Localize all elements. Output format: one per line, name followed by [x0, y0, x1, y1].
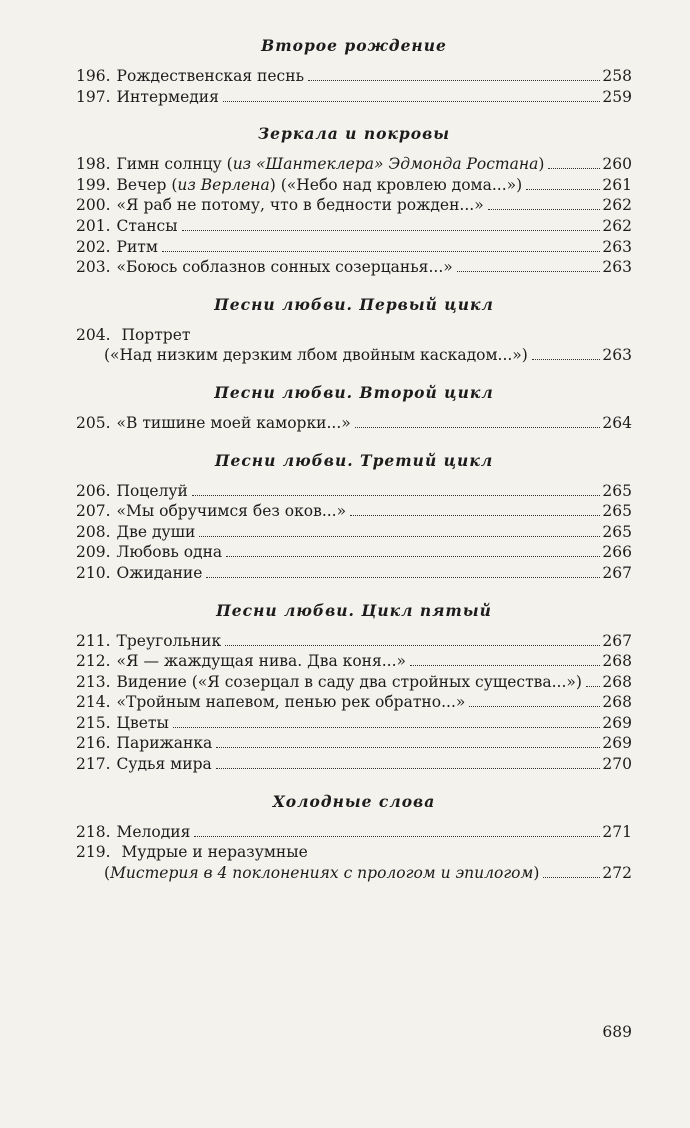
dot-leader — [226, 556, 600, 557]
dot-leader — [194, 836, 600, 837]
dot-leader — [216, 747, 600, 748]
dot-leader — [223, 101, 600, 102]
toc-entry: 202. Ритм 263 — [76, 237, 632, 256]
dot-leader — [355, 427, 601, 428]
toc-entry: 211. Треугольник 267 — [76, 631, 632, 650]
dot-leader — [192, 495, 601, 496]
toc-entry: 206. Поцелуй 265 — [76, 481, 632, 500]
dot-leader — [182, 230, 601, 231]
dot-leader — [548, 168, 600, 169]
dot-leader — [206, 577, 600, 578]
section-title: Песни любви. Первый цикл — [214, 294, 494, 314]
dot-leader — [526, 189, 600, 190]
toc-entry: 208. Две души 265 — [76, 522, 632, 541]
toc-entry: 209. Любовь одна 266 — [76, 543, 632, 562]
table-of-contents — [76, 34, 632, 883]
dot-leader — [469, 706, 600, 707]
dot-leader — [410, 665, 600, 666]
dot-leader — [216, 768, 601, 769]
toc-entry: 218. Мелодия 271 — [76, 822, 632, 841]
toc-entry: 216. Парижанка 269 — [76, 734, 632, 753]
toc-entry: 213. Видение («Я созерцал в саду два стройных существа...») 268 — [76, 672, 632, 691]
toc-entry-continuation: («Над низким дерзким лбом двойным каскадом...») 263 — [104, 346, 632, 365]
dot-leader — [350, 515, 600, 516]
toc-entry: 204. Портрет — [76, 325, 191, 344]
section-title: Песни любви. Второй цикл — [214, 382, 494, 402]
dot-leader — [308, 80, 600, 81]
toc-entry: 219. Мудрые и неразумные — [76, 843, 308, 862]
dot-leader — [162, 251, 600, 252]
dot-leader — [586, 686, 600, 687]
toc-entry: 203. «Боюсь соблазнов сонных созерцанья...» 263 — [76, 258, 632, 277]
toc-entry: 198. Гимн солнцу (из «Шантеклера» Эдмонда Ростана) 260 — [76, 155, 632, 174]
dot-leader — [457, 271, 601, 272]
section-title: Песни любви. Третий цикл — [214, 450, 494, 470]
dot-leader — [488, 209, 601, 210]
section-title: Холодные слова — [272, 791, 436, 811]
dot-leader — [173, 727, 601, 728]
toc-entry: 197. Интермедия 259 — [76, 87, 632, 106]
toc-entry: 207. «Мы обручимся без оков...» 265 — [76, 502, 632, 521]
toc-entry: 201. Стансы 262 — [76, 216, 632, 235]
page-number: 689 — [602, 1023, 632, 1041]
toc-entry: 217. Судья мира 270 — [76, 755, 632, 774]
toc-entry: 212. «Я — жаждущая нива. Два коня...» 268 — [76, 652, 632, 671]
toc-entry-continuation: (Мистерия в 4 поклонениях с прологом и эпилогом) 272 — [104, 863, 632, 882]
toc-entry: 199. Вечер (из Верлена) («Небо над кровлею дома...») 261 — [76, 175, 632, 194]
toc-entry: 200. «Я раб не потому, что в бедности рожден...» 262 — [76, 196, 632, 215]
dot-leader — [543, 877, 600, 878]
toc-entry: 210. Ожидание 267 — [76, 563, 632, 582]
dot-leader — [532, 359, 601, 360]
section-title: Второе рождение — [261, 36, 447, 55]
dot-leader — [225, 645, 600, 646]
section-title: Зеркала и покровы — [257, 124, 451, 144]
toc-entry: 215. Цветы 269 — [76, 713, 632, 732]
section-title: Песни любви. Цикл пятый — [216, 600, 492, 620]
dot-leader — [199, 536, 600, 537]
toc-entry: 214. «Тройным напевом, пенью рек обратно...» 268 — [76, 693, 632, 712]
toc-entry: 205. «В тишине моей каморки...» 264 — [76, 413, 632, 432]
toc-entry: 196. Рождественская песнь 258 — [76, 67, 632, 85]
